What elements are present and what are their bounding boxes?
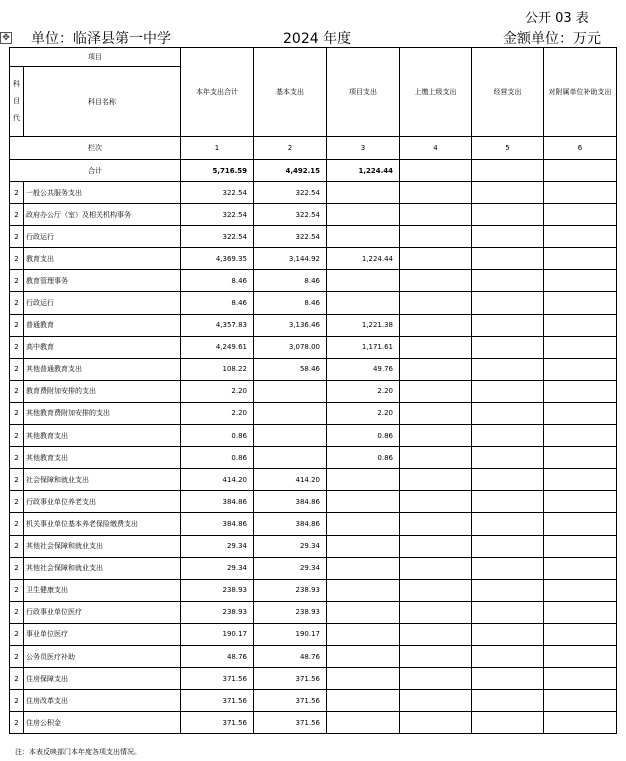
col-header-business: 经营支出	[472, 48, 544, 137]
row-project	[327, 182, 400, 204]
row-upper-payment	[400, 182, 472, 204]
table-row	[10, 447, 617, 469]
row-project	[327, 292, 400, 314]
row-business	[472, 579, 544, 601]
row-total: 238.93	[181, 579, 254, 601]
row-subject-name: 教育支出	[24, 248, 181, 270]
row-upper-payment	[400, 425, 472, 447]
row-upper-payment	[400, 226, 472, 248]
row-total: 414.20	[181, 469, 254, 491]
row-basic: 29.34	[254, 557, 327, 579]
project-header: 项目	[10, 48, 181, 67]
row-subject-name: 卫生健康支出	[24, 579, 181, 601]
table-row	[10, 557, 617, 579]
row-subsidy	[544, 469, 617, 491]
row-basic: 58.46	[254, 358, 327, 380]
row-subsidy	[544, 182, 617, 204]
row-basic: 8.46	[254, 292, 327, 314]
row-subsidy	[544, 248, 617, 270]
row-code: 2	[10, 358, 24, 380]
row-project	[327, 491, 400, 513]
row-project: 0.86	[327, 425, 400, 447]
row-subsidy	[544, 491, 617, 513]
row-project	[327, 469, 400, 491]
row-subsidy	[544, 690, 617, 712]
row-subject-name: 高中教育	[24, 336, 181, 358]
row-subject-name: 机关事业单位基本养老保险缴费支出	[24, 513, 181, 535]
code-char: 目	[13, 97, 20, 105]
row-project	[327, 668, 400, 690]
row-basic: 371.56	[254, 690, 327, 712]
row-basic: 322.54	[254, 226, 327, 248]
row-subsidy	[544, 425, 617, 447]
table-row	[10, 425, 617, 447]
row-upper-payment	[400, 668, 472, 690]
row-project	[327, 690, 400, 712]
row-upper-payment	[400, 623, 472, 645]
row-upper-payment	[400, 601, 472, 623]
row-subject-name: 行政事业单位养老支出	[24, 491, 181, 513]
row-business	[472, 358, 544, 380]
row-total: 371.56	[181, 690, 254, 712]
col-header-basic: 基本支出	[254, 48, 327, 137]
row-total: 4,357.83	[181, 314, 254, 336]
subject-name-header: 科目名称	[24, 67, 181, 137]
row-total: 384.86	[181, 491, 254, 513]
table-row	[10, 601, 617, 623]
code-char: 科	[13, 80, 20, 88]
index-row-label: 栏次	[10, 137, 181, 160]
row-total: 29.34	[181, 557, 254, 579]
row-subject-name: 公务员医疗补助	[24, 645, 181, 667]
row-total: 322.54	[181, 226, 254, 248]
row-subject-name: 其他教育费附加安排的支出	[24, 402, 181, 424]
row-upper-payment	[400, 358, 472, 380]
row-upper-payment	[400, 402, 472, 424]
row-business	[472, 535, 544, 557]
row-code: 2	[10, 226, 24, 248]
row-business	[472, 336, 544, 358]
index-num: 3	[327, 137, 400, 160]
table-row	[10, 491, 617, 513]
row-basic: 3,144.92	[254, 248, 327, 270]
row-total: 371.56	[181, 668, 254, 690]
row-business	[472, 182, 544, 204]
row-subsidy	[544, 513, 617, 535]
table-row	[10, 712, 617, 734]
row-project	[327, 535, 400, 557]
code-char: 代	[13, 114, 20, 122]
table-row	[10, 182, 617, 204]
table-row	[10, 579, 617, 601]
row-total: 322.54	[181, 182, 254, 204]
total-row-subsidy	[544, 160, 617, 182]
row-upper-payment	[400, 292, 472, 314]
row-upper-payment	[400, 491, 472, 513]
total-row-total: 5,716.59	[181, 160, 254, 182]
table-row	[10, 292, 617, 314]
row-subject-name: 行政运行	[24, 292, 181, 314]
row-subsidy	[544, 226, 617, 248]
col-header-project: 项目支出	[327, 48, 400, 137]
amount-unit-label: 金额单位：万元	[503, 31, 601, 47]
total-row-basic: 4,492.15	[254, 160, 327, 182]
row-total: 4,369.35	[181, 248, 254, 270]
table-row	[10, 336, 617, 358]
row-subsidy	[544, 447, 617, 469]
row-subsidy	[544, 314, 617, 336]
col-header-upper-payment: 上缴上级支出	[400, 48, 472, 137]
row-project: 2.20	[327, 380, 400, 402]
row-subsidy	[544, 579, 617, 601]
row-business	[472, 513, 544, 535]
row-subsidy	[544, 668, 617, 690]
table-row	[10, 380, 617, 402]
row-subsidy	[544, 712, 617, 734]
row-project: 0.86	[327, 447, 400, 469]
row-code: 2	[10, 513, 24, 535]
row-subject-name: 一般公共服务支出	[24, 182, 181, 204]
table-row	[10, 469, 617, 491]
row-basic: 371.56	[254, 668, 327, 690]
row-business	[472, 469, 544, 491]
row-subject-name: 教育管理事务	[24, 270, 181, 292]
table-move-handle-icon[interactable]: ✥	[0, 32, 12, 44]
row-total: 29.34	[181, 535, 254, 557]
index-num: 5	[472, 137, 544, 160]
row-basic: 371.56	[254, 712, 327, 734]
row-project	[327, 712, 400, 734]
table-row	[10, 248, 617, 270]
row-total: 0.86	[181, 447, 254, 469]
row-business	[472, 690, 544, 712]
col-header-total: 本年支出合计	[181, 48, 254, 137]
subject-code-header	[10, 67, 24, 137]
col-header-subsidy: 对附属单位补助支出	[544, 48, 617, 137]
year-label: 2024 年度	[283, 31, 352, 47]
row-code: 2	[10, 447, 24, 469]
total-row-business	[472, 160, 544, 182]
table-row	[10, 402, 617, 424]
table-row	[10, 513, 617, 535]
row-subject-name: 普通教育	[24, 314, 181, 336]
row-subsidy	[544, 270, 617, 292]
row-basic: 238.93	[254, 601, 327, 623]
row-basic: 384.86	[254, 513, 327, 535]
index-num: 6	[544, 137, 617, 160]
row-business	[472, 248, 544, 270]
row-subsidy	[544, 292, 617, 314]
row-business	[472, 712, 544, 734]
total-row-label: 合计	[10, 160, 181, 182]
row-upper-payment	[400, 557, 472, 579]
row-code: 2	[10, 579, 24, 601]
row-subject-name: 社会保障和就业支出	[24, 469, 181, 491]
table-row	[10, 204, 617, 226]
row-code: 2	[10, 336, 24, 358]
row-basic	[254, 402, 327, 424]
row-business	[472, 292, 544, 314]
table-row	[10, 314, 617, 336]
row-project	[327, 645, 400, 667]
row-code: 2	[10, 469, 24, 491]
row-project	[327, 623, 400, 645]
row-code: 2	[10, 645, 24, 667]
row-basic: 322.54	[254, 204, 327, 226]
row-total: 2.20	[181, 402, 254, 424]
index-num: 4	[400, 137, 472, 160]
table-row	[10, 226, 617, 248]
row-code: 2	[10, 491, 24, 513]
row-business	[472, 314, 544, 336]
row-business	[472, 645, 544, 667]
row-subject-name: 其他教育支出	[24, 425, 181, 447]
row-business	[472, 380, 544, 402]
row-subsidy	[544, 557, 617, 579]
row-subsidy	[544, 380, 617, 402]
total-row-upper-payment	[400, 160, 472, 182]
row-subject-name: 住房保障支出	[24, 668, 181, 690]
row-total: 238.93	[181, 601, 254, 623]
row-upper-payment	[400, 270, 472, 292]
row-subject-name: 政府办公厅（室）及相关机构事务	[24, 204, 181, 226]
row-project	[327, 270, 400, 292]
row-code: 2	[10, 402, 24, 424]
row-code: 2	[10, 380, 24, 402]
row-code: 2	[10, 314, 24, 336]
row-project	[327, 513, 400, 535]
row-subsidy	[544, 601, 617, 623]
row-basic: 3,136.46	[254, 314, 327, 336]
row-code: 2	[10, 623, 24, 645]
row-subject-name: 行政运行	[24, 226, 181, 248]
row-basic	[254, 425, 327, 447]
row-upper-payment	[400, 380, 472, 402]
row-subject-name: 教育费附加安排的支出	[24, 380, 181, 402]
row-project	[327, 226, 400, 248]
row-total: 371.56	[181, 712, 254, 734]
row-subsidy	[544, 402, 617, 424]
row-basic: 414.20	[254, 469, 327, 491]
expenditure-table	[9, 47, 617, 734]
row-subject-name: 事业单位医疗	[24, 623, 181, 645]
row-subsidy	[544, 535, 617, 557]
row-basic: 8.46	[254, 270, 327, 292]
row-subject-name: 其他社会保障和就业支出	[24, 535, 181, 557]
row-total: 4,249.61	[181, 336, 254, 358]
row-basic: 29.34	[254, 535, 327, 557]
row-subject-name: 住房公积金	[24, 712, 181, 734]
row-business	[472, 668, 544, 690]
row-upper-payment	[400, 579, 472, 601]
row-subject-name: 其他普通教育支出	[24, 358, 181, 380]
row-code: 2	[10, 535, 24, 557]
row-business	[472, 226, 544, 248]
row-basic: 48.76	[254, 645, 327, 667]
row-basic: 322.54	[254, 182, 327, 204]
row-upper-payment	[400, 336, 472, 358]
row-upper-payment	[400, 645, 472, 667]
row-upper-payment	[400, 204, 472, 226]
row-code: 2	[10, 690, 24, 712]
table-row	[10, 645, 617, 667]
row-project	[327, 557, 400, 579]
table-row	[10, 270, 617, 292]
row-subject-name: 其他社会保障和就业支出	[24, 557, 181, 579]
unit-label: 单位：临泽县第一中学	[31, 31, 171, 47]
row-subsidy	[544, 358, 617, 380]
row-code: 2	[10, 557, 24, 579]
row-total: 322.54	[181, 204, 254, 226]
row-basic: 384.86	[254, 491, 327, 513]
row-code: 2	[10, 292, 24, 314]
row-project	[327, 579, 400, 601]
row-total: 48.76	[181, 645, 254, 667]
row-business	[472, 270, 544, 292]
row-total: 384.86	[181, 513, 254, 535]
table-row	[10, 690, 617, 712]
row-business	[472, 623, 544, 645]
row-subsidy	[544, 204, 617, 226]
table-row	[10, 668, 617, 690]
row-upper-payment	[400, 535, 472, 557]
row-total: 190.17	[181, 623, 254, 645]
row-code: 2	[10, 668, 24, 690]
index-num: 2	[254, 137, 327, 160]
row-project	[327, 204, 400, 226]
row-upper-payment	[400, 690, 472, 712]
row-business	[472, 447, 544, 469]
row-business	[472, 601, 544, 623]
document-code: 公开 03 表	[525, 11, 589, 26]
row-project	[327, 601, 400, 623]
row-total: 108.22	[181, 358, 254, 380]
row-subject-name: 其他教育支出	[24, 447, 181, 469]
index-num: 1	[181, 137, 254, 160]
row-total: 2.20	[181, 380, 254, 402]
row-project: 49.76	[327, 358, 400, 380]
row-upper-payment	[400, 513, 472, 535]
row-basic: 190.17	[254, 623, 327, 645]
row-code: 2	[10, 270, 24, 292]
table-row	[10, 535, 617, 557]
row-project: 1,171.61	[327, 336, 400, 358]
row-basic: 238.93	[254, 579, 327, 601]
row-subject-name: 行政事业单位医疗	[24, 601, 181, 623]
row-project: 2.20	[327, 402, 400, 424]
row-business	[472, 491, 544, 513]
row-code: 2	[10, 425, 24, 447]
row-business	[472, 204, 544, 226]
row-business	[472, 557, 544, 579]
row-project: 1,221.38	[327, 314, 400, 336]
row-basic	[254, 447, 327, 469]
table-row	[10, 623, 617, 645]
row-code: 2	[10, 601, 24, 623]
row-code: 2	[10, 182, 24, 204]
row-code: 2	[10, 712, 24, 734]
row-business	[472, 425, 544, 447]
row-subsidy	[544, 623, 617, 645]
row-subject-name: 住房改革支出	[24, 690, 181, 712]
row-business	[472, 402, 544, 424]
row-upper-payment	[400, 447, 472, 469]
table-row	[10, 358, 617, 380]
row-subsidy	[544, 645, 617, 667]
row-upper-payment	[400, 469, 472, 491]
row-basic	[254, 380, 327, 402]
total-row-project: 1,224.44	[327, 160, 400, 182]
row-basic: 3,078.00	[254, 336, 327, 358]
row-project: 1,224.44	[327, 248, 400, 270]
row-upper-payment	[400, 712, 472, 734]
row-code: 2	[10, 204, 24, 226]
footnote: 注：本表反映部门本年度各项支出情况。	[15, 748, 141, 756]
row-code: 2	[10, 248, 24, 270]
row-total: 0.86	[181, 425, 254, 447]
row-total: 8.46	[181, 292, 254, 314]
row-upper-payment	[400, 314, 472, 336]
row-total: 8.46	[181, 270, 254, 292]
row-upper-payment	[400, 248, 472, 270]
row-subsidy	[544, 336, 617, 358]
